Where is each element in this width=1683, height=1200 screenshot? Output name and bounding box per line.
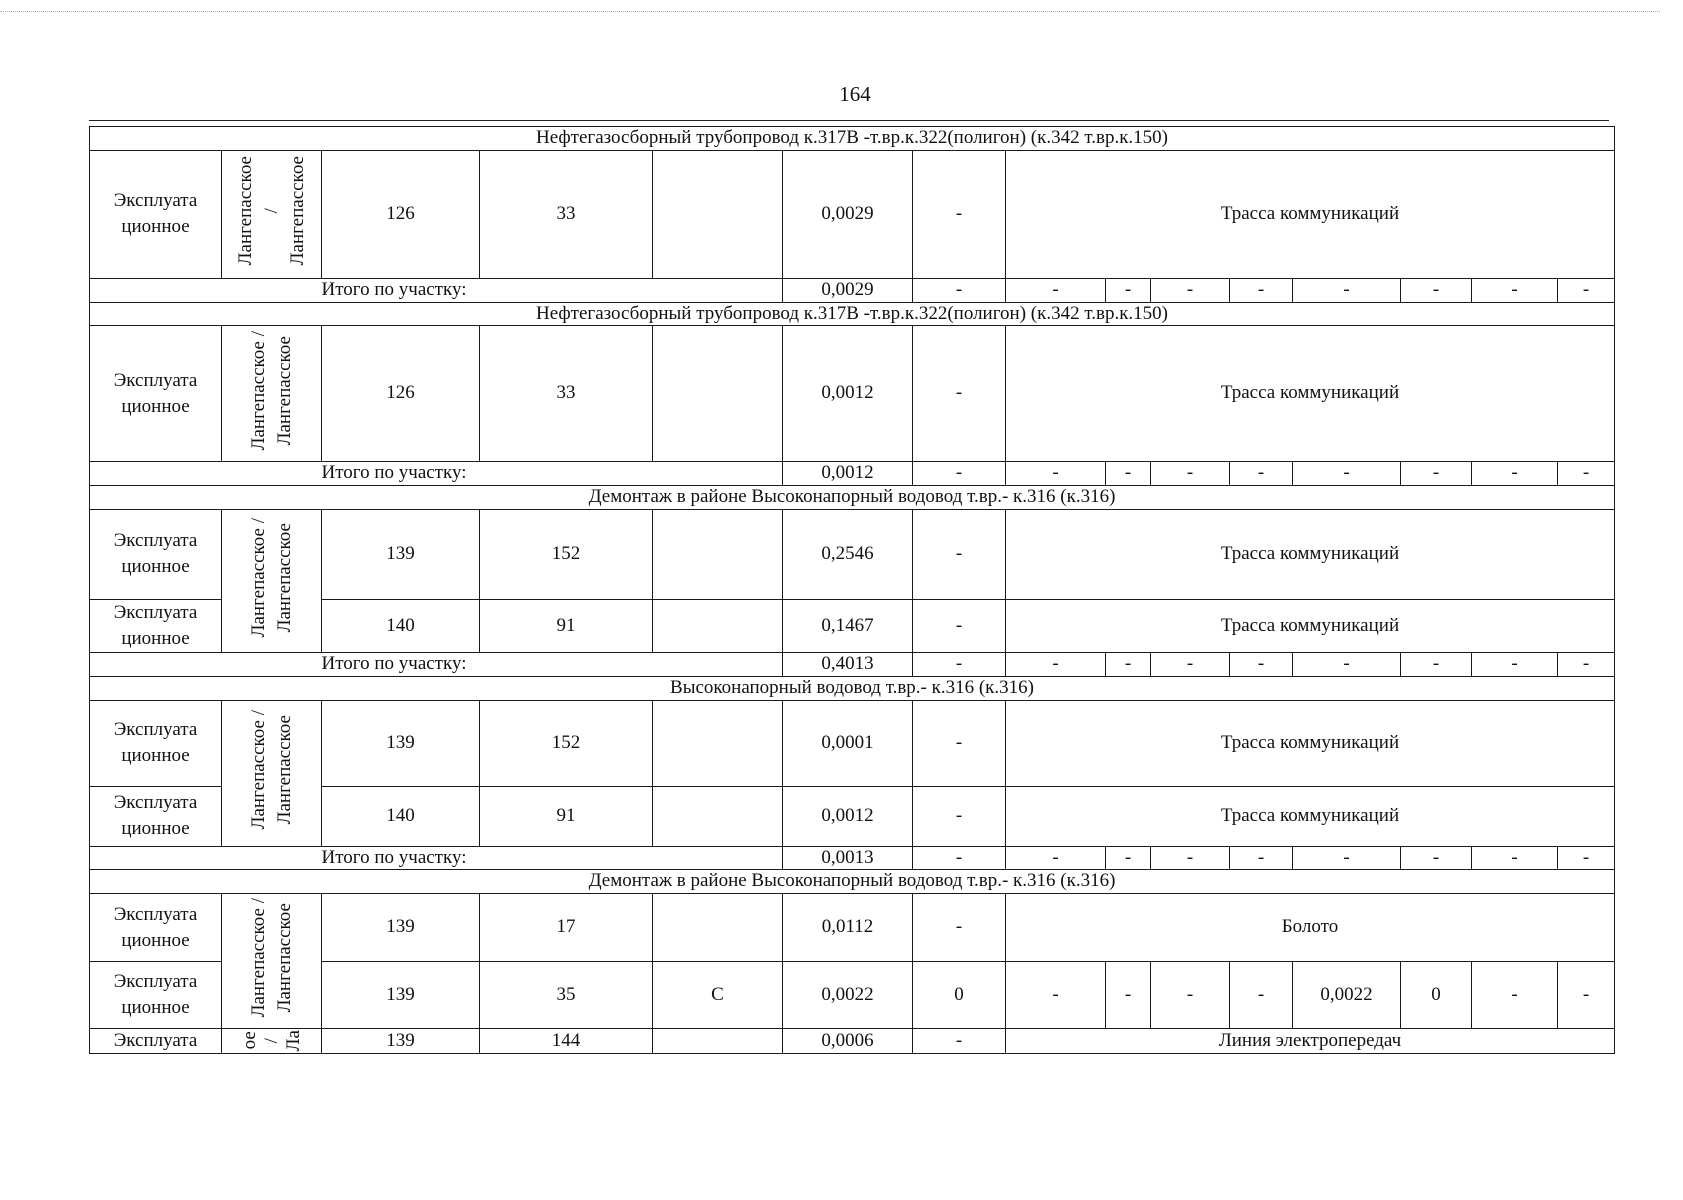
total-breakdown-cell: - [1558, 652, 1615, 676]
quarter-cell: 126 [322, 326, 480, 462]
plot-cell: 91 [480, 599, 653, 652]
breakdown-cell: - [1230, 962, 1293, 1029]
value-cell: - [913, 786, 1006, 846]
purpose-cell: Трасса коммуникаций [1006, 599, 1615, 652]
land-kind-cell: Эксплуата [90, 1029, 222, 1054]
total-breakdown-cell: - [1106, 652, 1151, 676]
plot-cell: 152 [480, 700, 653, 786]
land-kind-cell [90, 326, 222, 462]
land-kind-cell [90, 962, 222, 1029]
breakdown-cell: - [1006, 962, 1106, 1029]
value-cell: - [913, 700, 1006, 786]
total-value-cell: - [913, 462, 1006, 486]
section-title: Демонтаж в районе Высоконапорный водовод т.вр.- к.316 (к.316) [90, 486, 1615, 510]
section-title-row [90, 127, 1615, 151]
land-kind-cell [90, 509, 222, 599]
section-title: Нефтегазосборный трубопровод к.317В -т.вр.к.322(полигон) (к.342 т.вр.к.150) [90, 127, 1615, 151]
purpose-cell: Трасса коммуникаций [1006, 700, 1615, 786]
total-breakdown-cell: - [1230, 462, 1293, 486]
data-row [90, 894, 1615, 962]
value-cell: - [913, 150, 1006, 278]
total-breakdown-cell: - [1293, 462, 1401, 486]
municipality-cell [222, 894, 322, 1029]
purpose-cell: Трасса коммуникаций [1006, 150, 1615, 278]
land-kind-text: Эксплуата ционное [113, 971, 198, 1019]
total-value-cell: - [913, 846, 1006, 870]
breakdown-cell: - [1558, 962, 1615, 1029]
municipality-text: Лангепасское / Лангепасское [247, 330, 295, 451]
value-cell: - [913, 326, 1006, 462]
area-cell: 0,0029 [783, 150, 913, 278]
total-breakdown-cell: - [1151, 652, 1230, 676]
area-cell: 0,2546 [783, 509, 913, 599]
total-label: Итого по участку: [322, 652, 783, 676]
category-cell [653, 786, 783, 846]
value-cell: - [913, 509, 1006, 599]
total-breakdown-cell: - [1293, 278, 1401, 302]
total-row [90, 278, 1615, 302]
municipality-cell [222, 326, 322, 462]
area-cell: 0,0022 [783, 962, 913, 1029]
total-breakdown-cell: - [1558, 278, 1615, 302]
quarter-cell: 140 [322, 786, 480, 846]
plot-cell: 152 [480, 509, 653, 599]
section-title-row [90, 302, 1615, 326]
municipality-text: Лангепасское / Лангепасское [234, 156, 308, 266]
total-area-cell: 0,4013 [783, 652, 913, 676]
category-cell: С [653, 962, 783, 1029]
purpose-cell: Линия электропередач [1006, 1029, 1615, 1054]
plot-cell: 17 [480, 894, 653, 962]
total-breakdown-cell: - [1293, 652, 1401, 676]
area-cell: 0,0001 [783, 700, 913, 786]
municipality-text: Лангепасское / Лангепасское [247, 898, 295, 1018]
total-breakdown-cell: - [1230, 278, 1293, 302]
total-breakdown-cell: - [1151, 846, 1230, 870]
municipality-cell [222, 1029, 322, 1054]
land-kind-cell [90, 894, 222, 962]
category-cell [653, 700, 783, 786]
total-row [90, 462, 1615, 486]
land-kind-text: Эксплуата ционное [113, 792, 198, 840]
land-kind-text: Эксплуата ционное [113, 601, 198, 649]
category-cell [653, 599, 783, 652]
section-title-row [90, 676, 1615, 700]
land-kind-text: Эксплуата ционное [113, 190, 198, 238]
breakdown-cell: - [1472, 962, 1558, 1029]
purpose-cell: Трасса коммуникаций [1006, 786, 1615, 846]
total-breakdown-cell: - [1151, 462, 1230, 486]
municipality-cell [222, 150, 322, 278]
land-kind-cell [90, 150, 222, 278]
total-breakdown-cell: - [1472, 462, 1558, 486]
total-area-cell: 0,0012 [783, 462, 913, 486]
total-breakdown-cell: - [1230, 846, 1293, 870]
total-left-blank [90, 462, 322, 486]
purpose-cell: Трасса коммуникаций [1006, 326, 1615, 462]
section-title-row [90, 486, 1615, 510]
quarter-cell: 139 [322, 1029, 480, 1054]
value-cell: - [913, 1029, 1006, 1054]
land-kind-cell [90, 599, 222, 652]
total-value-cell: - [913, 278, 1006, 302]
area-cell: 0,0012 [783, 326, 913, 462]
total-breakdown-cell: - [1106, 278, 1151, 302]
municipality-cell [222, 509, 322, 652]
quarter-cell: 139 [322, 509, 480, 599]
total-left-blank [90, 278, 322, 302]
total-breakdown-cell: - [1558, 846, 1615, 870]
total-breakdown-cell: - [1472, 846, 1558, 870]
breakdown-cell: 0 [1401, 962, 1472, 1029]
total-value-cell: - [913, 652, 1006, 676]
municipality-clip [222, 1030, 321, 1052]
total-area-cell: 0,0013 [783, 846, 913, 870]
category-cell [653, 150, 783, 278]
breakdown-cell: - [1151, 962, 1230, 1029]
plot-cell: 33 [480, 326, 653, 462]
value-cell: 0 [913, 962, 1006, 1029]
data-row [90, 509, 1615, 599]
municipality-cell [222, 700, 322, 846]
municipality-text: Лангепасское / Лангепасское [247, 517, 295, 638]
total-label: Итого по участку: [322, 278, 783, 302]
total-label: Итого по участку: [322, 462, 783, 486]
land-register-table [89, 126, 1615, 1054]
plot-cell: 91 [480, 786, 653, 846]
plot-cell: 144 [480, 1029, 653, 1054]
value-cell: - [913, 894, 1006, 962]
category-cell [653, 894, 783, 962]
section-title: Нефтегазосборный трубопровод к.317В -т.вр.к.322(полигон) (к.342 т.вр.к.150) [90, 302, 1615, 326]
total-area-cell: 0,0029 [783, 278, 913, 302]
value-cell: - [913, 599, 1006, 652]
municipality-text: ое / Ла [238, 1030, 304, 1052]
category-cell [653, 1029, 783, 1054]
total-breakdown-cell: - [1401, 846, 1472, 870]
plot-cell: 35 [480, 962, 653, 1029]
quarter-cell: 139 [322, 894, 480, 962]
data-row [90, 150, 1615, 278]
purpose-cell: Трасса коммуникаций [1006, 509, 1615, 599]
land-kind-text: Эксплуата ционное [113, 530, 198, 578]
data-row [90, 700, 1615, 786]
total-row [90, 652, 1615, 676]
total-label: Итого по участку: [322, 846, 783, 870]
total-breakdown-cell: - [1106, 846, 1151, 870]
area-cell: 0,1467 [783, 599, 913, 652]
land-kind-cell [90, 786, 222, 846]
total-breakdown-cell: - [1472, 652, 1558, 676]
total-breakdown-cell: - [1006, 462, 1106, 486]
total-breakdown-cell: - [1106, 462, 1151, 486]
category-cell [653, 326, 783, 462]
quarter-cell: 139 [322, 962, 480, 1029]
scan-noise-top [0, 11, 1660, 15]
quarter-cell: 139 [322, 700, 480, 786]
total-breakdown-cell: - [1293, 846, 1401, 870]
quarter-cell: 126 [322, 150, 480, 278]
section-title: Демонтаж в районе Высоконапорный водовод т.вр.- к.316 (к.316) [90, 870, 1615, 894]
top-rule [89, 120, 1609, 121]
total-breakdown-cell: - [1151, 278, 1230, 302]
section-title: Высоконапорный водовод т.вр.- к.316 (к.316) [90, 676, 1615, 700]
total-breakdown-cell: - [1401, 462, 1472, 486]
total-row [90, 846, 1615, 870]
area-cell: 0,0012 [783, 786, 913, 846]
section-title-row [90, 870, 1615, 894]
breakdown-cell: - [1106, 962, 1151, 1029]
municipality-text: Лангепасское / Лангепасское [247, 709, 295, 830]
total-breakdown-cell: - [1006, 846, 1106, 870]
purpose-cell: Болото [1006, 894, 1615, 962]
plot-cell: 33 [480, 150, 653, 278]
total-breakdown-cell: - [1472, 278, 1558, 302]
breakdown-cell: 0,0022 [1293, 962, 1401, 1029]
total-breakdown-cell: - [1230, 652, 1293, 676]
total-breakdown-cell: - [1558, 462, 1615, 486]
total-left-blank [90, 846, 322, 870]
land-kind-text: Эксплуата ционное [113, 903, 198, 951]
category-cell [653, 509, 783, 599]
total-breakdown-cell: - [1006, 652, 1106, 676]
total-left-blank [90, 652, 322, 676]
total-breakdown-cell: - [1401, 278, 1472, 302]
total-breakdown-cell: - [1401, 652, 1472, 676]
land-kind-cell [90, 700, 222, 786]
page-number: 164 [839, 82, 871, 106]
land-kind-text: Эксплуата ционное [113, 369, 198, 417]
quarter-cell: 140 [322, 599, 480, 652]
total-breakdown-cell: - [1006, 278, 1106, 302]
data-row [90, 326, 1615, 462]
area-cell: 0,0112 [783, 894, 913, 962]
cut-data-row [90, 1029, 1615, 1054]
area-cell: 0,0006 [783, 1029, 913, 1054]
land-kind-text: Эксплуата ционное [113, 719, 198, 767]
